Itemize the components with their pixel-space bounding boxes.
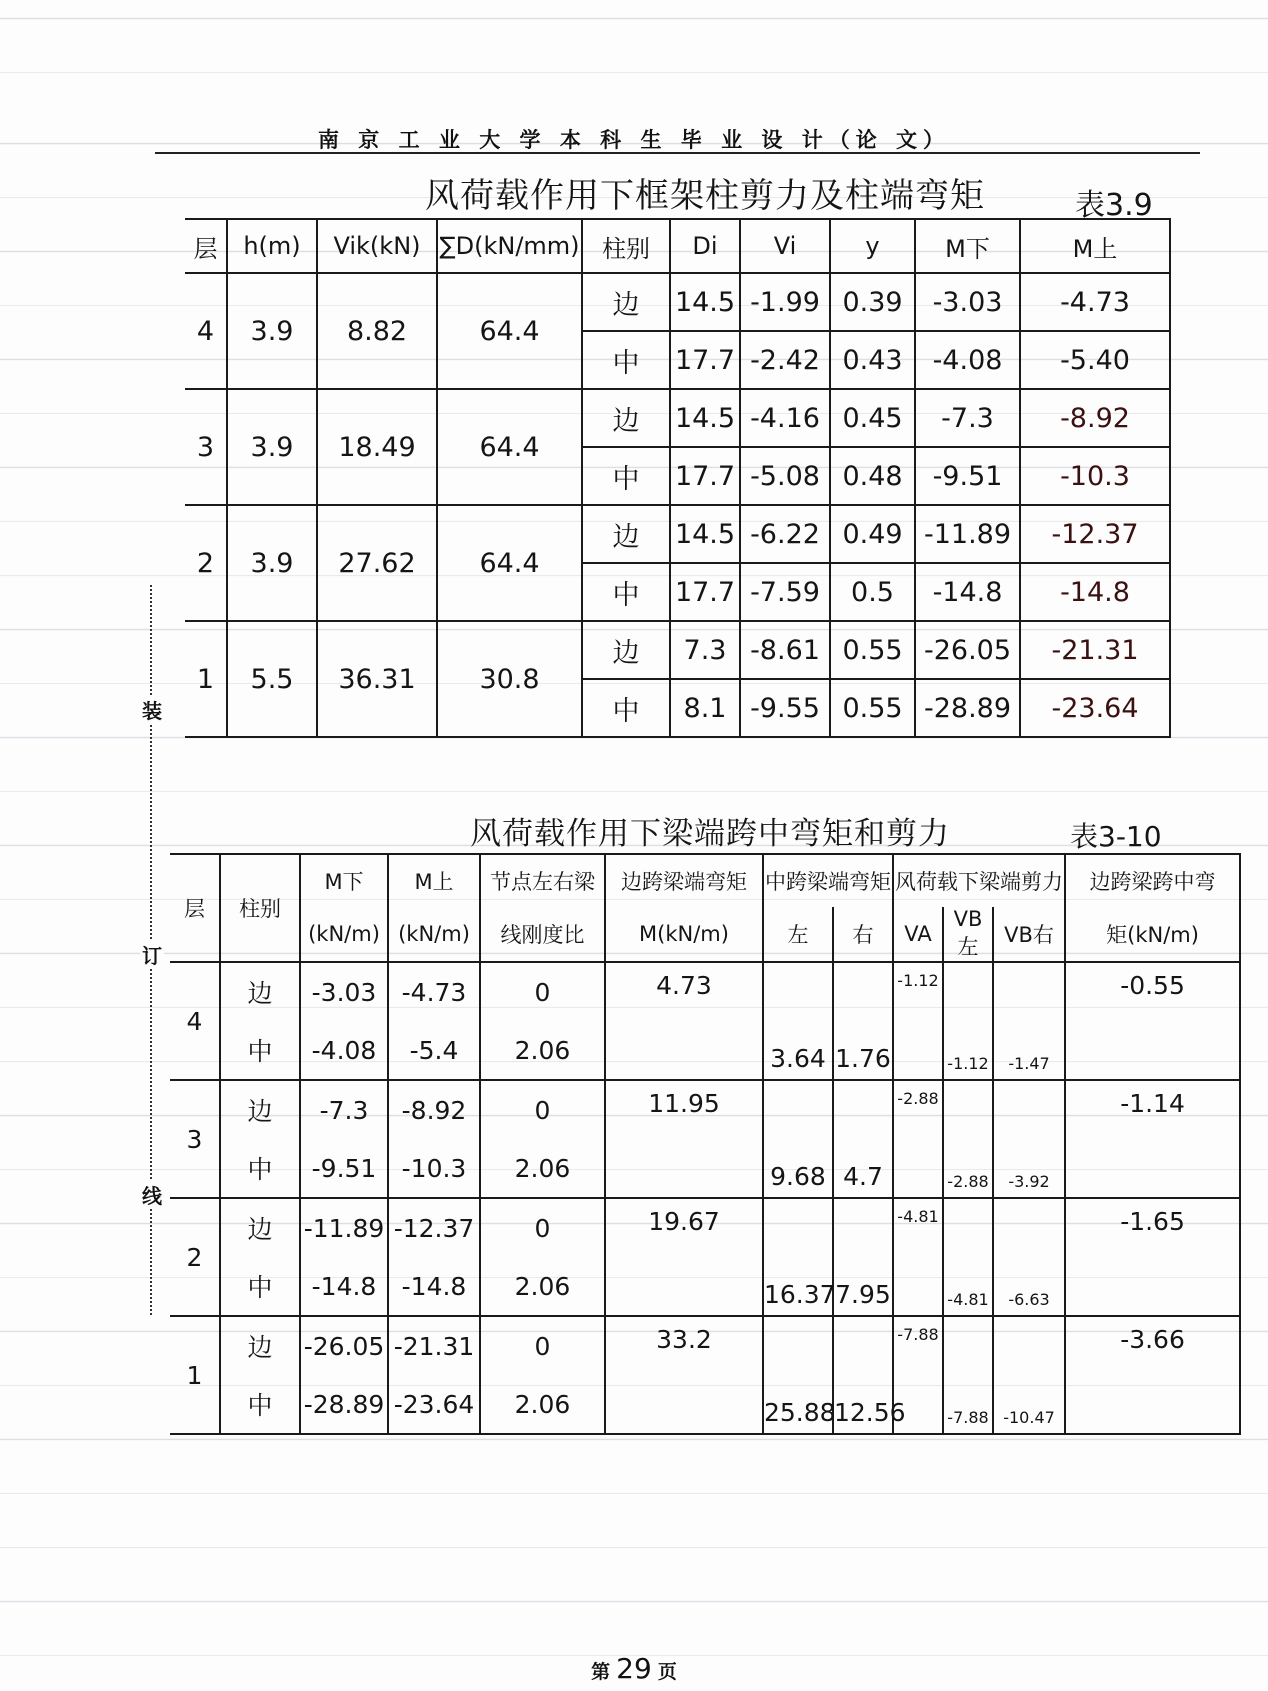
table-row — [170, 1198, 1240, 1257]
footer-prefix: 第 — [591, 1661, 611, 1683]
table1-v: -6.22 — [740, 505, 830, 563]
table2-header-vb-right: VB右 — [993, 907, 1065, 962]
table2-mt: -14.8 — [388, 1257, 480, 1316]
table2-header-mid-right: 右 — [833, 907, 893, 962]
table2-vb-left: -7.88 — [943, 1316, 993, 1434]
table2-number: 表3-10 — [1070, 820, 1162, 853]
table2-col-type: 中 — [220, 1257, 300, 1316]
table1-vik: 27.62 — [317, 505, 437, 621]
table1-mb: -3.03 — [915, 273, 1020, 331]
table2-mt: -5.4 — [388, 1021, 480, 1080]
table-row — [170, 962, 1240, 1021]
table2-ratio: 2.06 — [480, 1021, 605, 1080]
binding-char-ding: 订 — [140, 940, 164, 969]
table2-mb: -4.08 — [300, 1021, 388, 1080]
table1-mt: -4.73 — [1020, 273, 1170, 331]
table2-edge-moment: 33.2 — [605, 1316, 763, 1434]
table-row — [185, 273, 1170, 331]
table2-col-type: 中 — [220, 1139, 300, 1198]
table2-mt: -10.3 — [388, 1139, 480, 1198]
table2-header-edge-moment: 边跨梁端弯矩 — [605, 854, 763, 907]
footer-suffix: 页 — [657, 1661, 677, 1683]
table1-v: -4.16 — [740, 389, 830, 447]
table1-v: -2.42 — [740, 331, 830, 389]
table1-header-floor: 层 — [185, 219, 227, 273]
table2-ratio: 0 — [480, 1316, 605, 1375]
table1-v: -8.61 — [740, 621, 830, 679]
table1-y: 0.5 — [830, 563, 915, 621]
page-header-title: 南 京 工 业 大 学 本 科 生 毕 业 设 计（论 文） — [317, 127, 951, 152]
table2-header-edge-moment-unit: M(kN/m) — [605, 907, 763, 962]
table2-mb: -7.3 — [300, 1080, 388, 1139]
table1-col-type: 中 — [582, 447, 670, 505]
table2-vb-right: -6.63 — [993, 1198, 1065, 1316]
table2-col-type: 边 — [220, 962, 300, 1021]
table1-d: 17.7 — [670, 331, 740, 389]
table1-v: -9.55 — [740, 679, 830, 737]
binding-char-xian: 线 — [140, 1180, 164, 1209]
table2-mb: -14.8 — [300, 1257, 388, 1316]
table1-header-h: h(m) — [227, 219, 317, 273]
table1-d: 17.7 — [670, 563, 740, 621]
table1-header-vi: Vi — [740, 219, 830, 273]
table1-floor: 3 — [185, 389, 227, 505]
table1-floor: 1 — [185, 621, 227, 737]
table2-mb: -3.03 — [300, 962, 388, 1021]
table1-y: 0.45 — [830, 389, 915, 447]
table1-vik: 8.82 — [317, 273, 437, 389]
table2-mt: -21.31 — [388, 1316, 480, 1375]
table2-beam-moment-shear — [170, 853, 1241, 1435]
table2-span-moment: -0.55 — [1065, 962, 1240, 1080]
table2-floor: 3 — [170, 1080, 220, 1198]
table2-vb-left: -4.81 — [943, 1198, 993, 1316]
table2-header-vb-left: VB左 — [943, 907, 993, 962]
table2-mt: -12.37 — [388, 1198, 480, 1257]
table2-mid-left: 9.68 — [763, 1080, 833, 1198]
table2-mt: -4.73 — [388, 962, 480, 1021]
table2-va: -2.88 — [893, 1080, 943, 1198]
table1-header-vik: Vik(kN) — [317, 219, 437, 273]
table2-ratio: 0 — [480, 962, 605, 1021]
table1-mt: -5.40 — [1020, 331, 1170, 389]
binding-char-zhuang: 装 — [140, 695, 164, 724]
table1-d: 14.5 — [670, 273, 740, 331]
table1-vik: 18.49 — [317, 389, 437, 505]
table1-floor: 4 — [185, 273, 227, 389]
table1-col-type: 边 — [582, 389, 670, 447]
table2-mid-left: 3.64 — [763, 962, 833, 1080]
table2-floor: 1 — [170, 1316, 220, 1434]
table2-edge-moment: 11.95 — [605, 1080, 763, 1198]
table2-mid-right: 1.76 — [833, 962, 893, 1080]
table2-vb-right: -1.47 — [993, 962, 1065, 1080]
table1-y: 0.49 — [830, 505, 915, 563]
table1-v: -7.59 — [740, 563, 830, 621]
table2-header-floor: 层 — [170, 854, 220, 962]
table2-ratio: 2.06 — [480, 1139, 605, 1198]
table2-mid-left: 25.88 — [763, 1316, 833, 1434]
page-number: 29 — [616, 1652, 652, 1685]
table2-header-m-top: M上 — [388, 854, 480, 907]
table2-mid-right: 7.95 — [833, 1198, 893, 1316]
table1-header-di: Di — [670, 219, 740, 273]
table1-d: 14.5 — [670, 505, 740, 563]
table2-mid-left: 16.37 — [763, 1198, 833, 1316]
table1-mt: -14.8 — [1020, 563, 1170, 621]
table1-sumd: 64.4 — [437, 389, 582, 505]
table-row — [170, 1080, 1240, 1139]
table2-header-row-1 — [170, 854, 1240, 907]
table2-caption: 风荷载作用下梁端跨中弯矩和剪力 — [470, 816, 950, 852]
table2-header-stiffness-ratio-2: 线刚度比 — [480, 907, 605, 962]
table2-mb: -11.89 — [300, 1198, 388, 1257]
table2-mt: -8.92 — [388, 1080, 480, 1139]
table2-mb: -9.51 — [300, 1139, 388, 1198]
table1-number: 表3.9 — [1075, 188, 1153, 223]
table1-y: 0.43 — [830, 331, 915, 389]
page-footer — [0, 1652, 1268, 1685]
table1-header-y: y — [830, 219, 915, 273]
table2-header-mid-left: 左 — [763, 907, 833, 962]
table2-mb: -28.89 — [300, 1375, 388, 1434]
table1-caption: 风荷载作用下框架柱剪力及柱端弯矩 — [425, 176, 985, 216]
table1-d: 14.5 — [670, 389, 740, 447]
table2-mid-right: 12.56 — [833, 1316, 893, 1434]
table2-header-mid-moment: 中跨梁端弯矩 — [763, 854, 893, 907]
table1-y: 0.55 — [830, 621, 915, 679]
table2-ratio: 2.06 — [480, 1375, 605, 1434]
table2-ratio: 2.06 — [480, 1257, 605, 1316]
table1-col-type: 中 — [582, 331, 670, 389]
table2-span-moment: -3.66 — [1065, 1316, 1240, 1434]
table2-floor: 2 — [170, 1198, 220, 1316]
table-row — [185, 505, 1170, 563]
table2-col-type: 边 — [220, 1316, 300, 1375]
table2-header-va: VA — [893, 907, 943, 962]
table1-mb: -7.3 — [915, 389, 1020, 447]
table1-v: -5.08 — [740, 447, 830, 505]
table1-mb: -28.89 — [915, 679, 1020, 737]
table2-header-shear: 风荷载下梁端剪力 — [893, 854, 1065, 907]
table2-va: -1.12 — [893, 962, 943, 1080]
table1-mt: -10.3 — [1020, 447, 1170, 505]
table1-sumd: 30.8 — [437, 621, 582, 737]
table1-vik: 36.31 — [317, 621, 437, 737]
table1-mb: -26.05 — [915, 621, 1020, 679]
table2-header-m-bottom: M下 — [300, 854, 388, 907]
table1-d: 8.1 — [670, 679, 740, 737]
table2-mid-right: 4.7 — [833, 1080, 893, 1198]
table1-h: 3.9 — [227, 273, 317, 389]
table2-span-moment: -1.65 — [1065, 1198, 1240, 1316]
table1-y: 0.48 — [830, 447, 915, 505]
table2-col-type: 中 — [220, 1021, 300, 1080]
table2-span-moment: -1.14 — [1065, 1080, 1240, 1198]
table1-mt: -21.31 — [1020, 621, 1170, 679]
table1-y: 0.39 — [830, 273, 915, 331]
table1-header-m-top: M上 — [1020, 219, 1170, 273]
table1-sumd: 64.4 — [437, 273, 582, 389]
table2-mb: -26.05 — [300, 1316, 388, 1375]
table2-header-span-moment: 边跨梁跨中弯 — [1065, 854, 1240, 907]
table2-ratio: 0 — [480, 1198, 605, 1257]
table1-sumd: 64.4 — [437, 505, 582, 621]
table2-mt: -23.64 — [388, 1375, 480, 1434]
table1-h: 3.9 — [227, 389, 317, 505]
table1-v: -1.99 — [740, 273, 830, 331]
table1-col-type: 边 — [582, 505, 670, 563]
table1-header-sumd: ∑D(kN/mm) — [437, 219, 582, 273]
table-row — [185, 621, 1170, 679]
table2-col-type: 边 — [220, 1080, 300, 1139]
table1-mb: -11.89 — [915, 505, 1020, 563]
header-rule — [155, 152, 1200, 154]
table2-va: -7.88 — [893, 1316, 943, 1434]
table-row — [170, 1316, 1240, 1375]
table1-header-row — [185, 219, 1170, 273]
table2-va: -4.81 — [893, 1198, 943, 1316]
table1-mb: -4.08 — [915, 331, 1020, 389]
table2-vb-left: -1.12 — [943, 962, 993, 1080]
table1-floor: 2 — [185, 505, 227, 621]
table2-vb-left: -2.88 — [943, 1080, 993, 1198]
table1-column-shear — [185, 218, 1171, 738]
table1-d: 7.3 — [670, 621, 740, 679]
table1-h: 5.5 — [227, 621, 317, 737]
table1-mt: -23.64 — [1020, 679, 1170, 737]
table1-y: 0.55 — [830, 679, 915, 737]
table2-col-type: 中 — [220, 1375, 300, 1434]
table2-header-m-top-unit: (kN/m) — [388, 907, 480, 962]
table1-mb: -14.8 — [915, 563, 1020, 621]
table2-floor: 4 — [170, 962, 220, 1080]
table1-col-type: 中 — [582, 679, 670, 737]
table1-col-type: 边 — [582, 621, 670, 679]
table2-header-row-2 — [170, 907, 1240, 962]
table1-mt: -8.92 — [1020, 389, 1170, 447]
table1-header-column-type: 柱别 — [582, 219, 670, 273]
table-row — [185, 389, 1170, 447]
table1-h: 3.9 — [227, 505, 317, 621]
table2-ratio: 0 — [480, 1080, 605, 1139]
table1-d: 17.7 — [670, 447, 740, 505]
table2-edge-moment: 4.73 — [605, 962, 763, 1080]
table1-col-type: 中 — [582, 563, 670, 621]
table2-header-stiffness-ratio: 节点左右梁 — [480, 854, 605, 907]
table1-header-m-bottom: M下 — [915, 219, 1020, 273]
table2-header-column-type: 柱别 — [220, 854, 300, 962]
table1-mb: -9.51 — [915, 447, 1020, 505]
table2-vb-right: -10.47 — [993, 1316, 1065, 1434]
table2-header-span-moment-unit: 矩(kN/m) — [1065, 907, 1240, 962]
table2-col-type: 边 — [220, 1198, 300, 1257]
table2-edge-moment: 19.67 — [605, 1198, 763, 1316]
table1-mt: -12.37 — [1020, 505, 1170, 563]
table1-col-type: 边 — [582, 273, 670, 331]
table2-header-m-bottom-unit: (kN/m) — [300, 907, 388, 962]
table2-vb-right: -3.92 — [993, 1080, 1065, 1198]
